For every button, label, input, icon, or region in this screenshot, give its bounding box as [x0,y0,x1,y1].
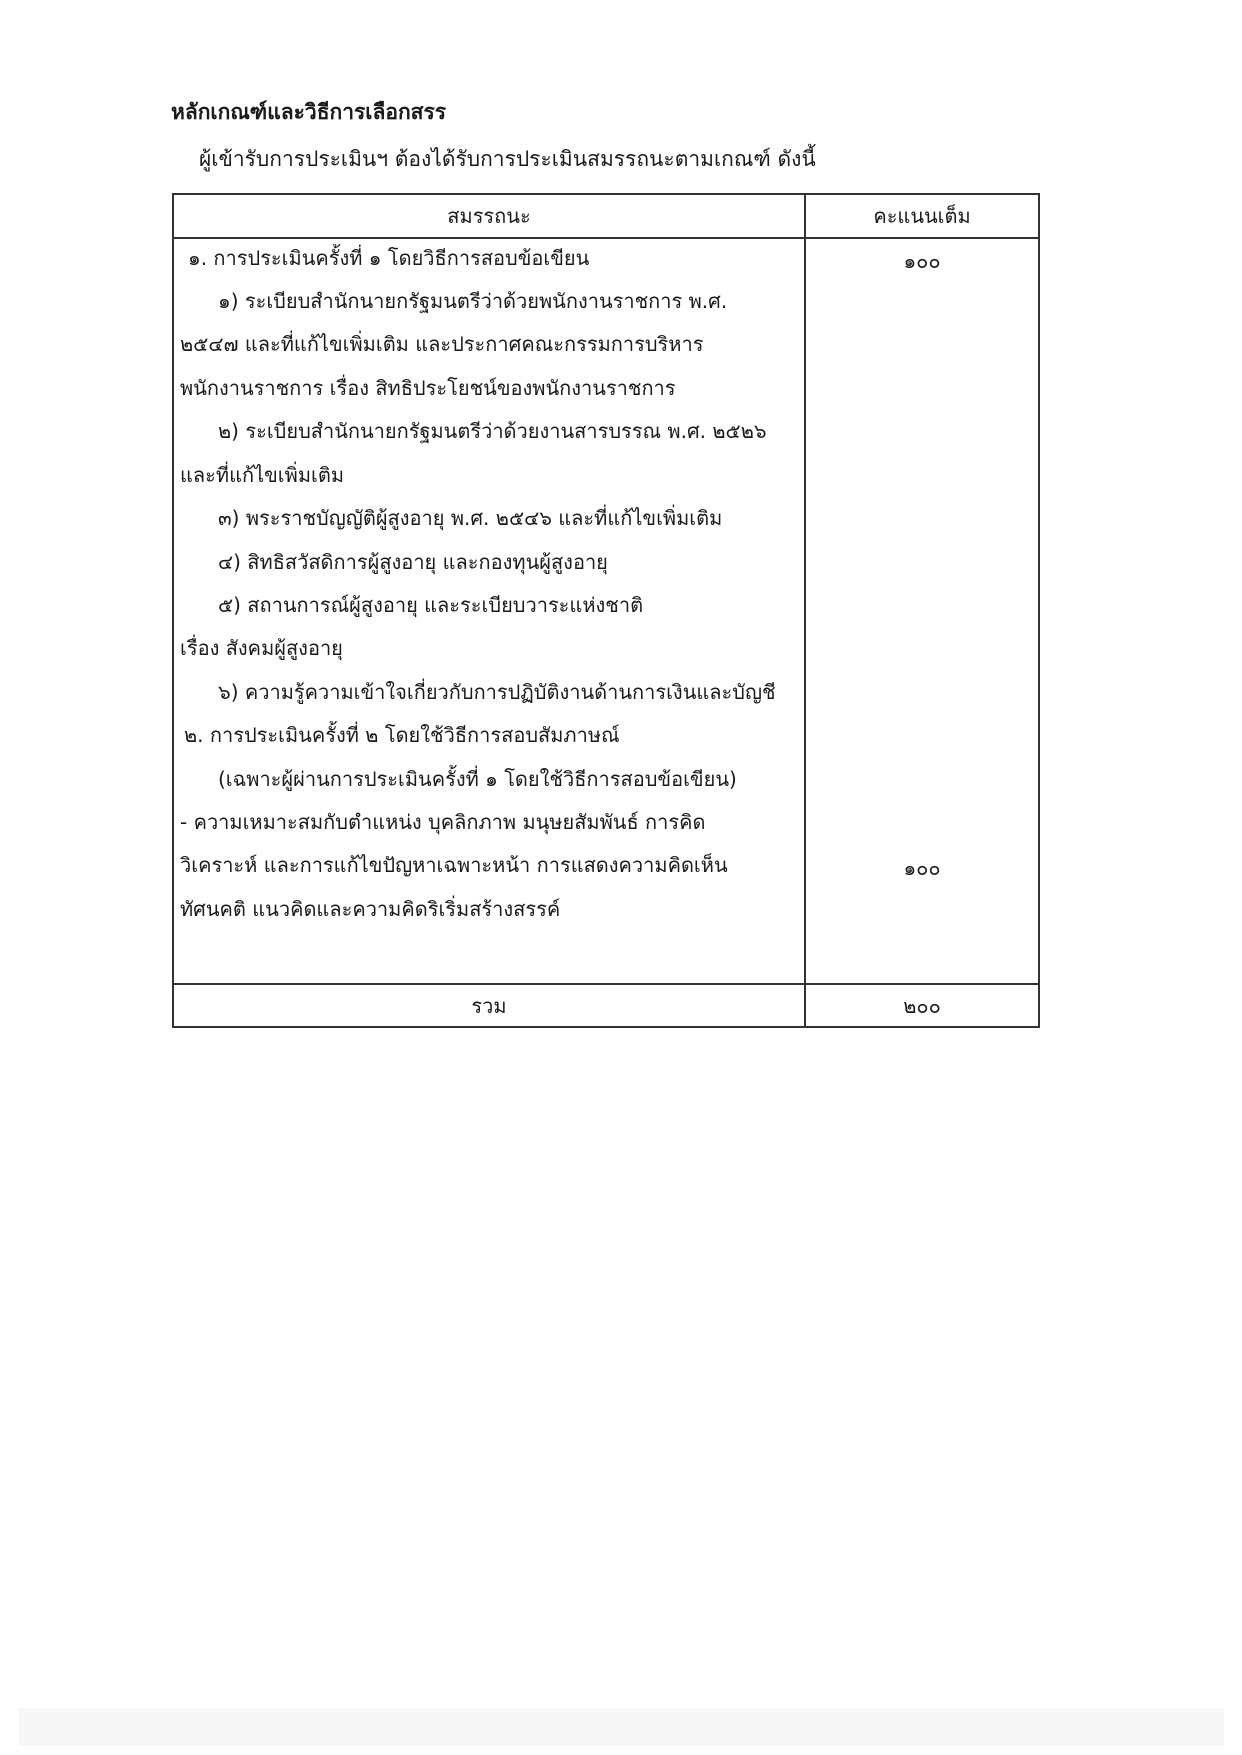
intro-text: ผู้เข้ารับการประเมินฯ ต้องได้รับการประเมินสมรรถนะตามเกณฑ์ ดังนี้ [199,147,816,171]
document-heading: หลักเกณฑ์และวิธีการเลือกสรร [171,100,447,124]
item-1-1-line-3: พนักงานราชการ เรื่อง สิทธิประโยชน์ของพนักงานราชการ [180,376,676,400]
section-2-criteria-line-2: วิเคราะห์ และการแก้ไขปัญหาเฉพาะหน้า การแสดงความคิดเห็น [180,853,728,877]
item-1-5-line-2: เรื่อง สังคมผู้สูงอายุ [180,636,343,660]
total-score: ๒๐๐ [903,994,941,1018]
item-1-1-line-2: ๒๕๔๗ และที่แก้ไขเพิ่มเติม และประกาศคณะกรรมการบริหาร [180,332,704,356]
section-2-score: ๑๐๐ [903,856,941,880]
total-label: รวม [471,994,507,1018]
section-2-note: (เฉพาะผู้ผ่านการประเมินครั้งที่ ๑ โดยใช้วิธีการสอบข้อเขียน) [218,767,737,791]
table-column-divider [804,193,806,1028]
scan-footer-band [18,1708,1224,1746]
section-2-title: ๒. การประเมินครั้งที่ ๒ โดยใช้วิธีการสอบสัมภาษณ์ [184,723,620,747]
item-1-5-line-1: ๕) สถานการณ์ผู้สูงอายุ และระเบียบวาระแห่งชาติ [218,593,644,617]
item-1-4: ๔) สิทธิสวัสดิการผู้สูงอายุ และกองทุนผู้สูงอายุ [218,550,608,574]
section-2-criteria-line-1: - ความเหมาะสมกับตำแหน่ง บุคลิกภาพ มนุษยสัมพันธ์ การคิด [180,810,706,834]
header-competency: สมรรถนะ [447,204,531,228]
section-2-criteria-line-3: ทัศนคติ แนวคิดและความคิดริเริ่มสร้างสรรค์ [180,897,561,921]
section-1-title: ๑. การประเมินครั้งที่ ๑ โดยวิธีการสอบข้อเขียน [188,246,590,270]
table-header-divider [172,237,1040,239]
item-1-2-line-2: และที่แก้ไขเพิ่มเติม [180,463,345,487]
item-1-6: ๖) ความรู้ความเข้าใจเกี่ยวกับการปฏิบัติงานด้านการเงินและบัญชี [218,680,776,704]
item-1-1-line-1: ๑) ระเบียบสำนักนายกรัฐมนตรีว่าด้วยพนักงานราชการ พ.ศ. [218,289,728,313]
header-full-score: คะแนนเต็ม [873,204,971,228]
item-1-2-line-1: ๒) ระเบียบสำนักนายกรัฐมนตรีว่าด้วยงานสารบรรณ พ.ศ. ๒๕๒๖ [218,419,767,443]
item-1-3: ๓) พระราชบัญญัติผู้สูงอายุ พ.ศ. ๒๕๔๖ และที่แก้ไขเพิ่มเติม [218,506,723,530]
section-1-score: ๑๐๐ [903,249,941,273]
table-total-divider [172,983,1040,985]
